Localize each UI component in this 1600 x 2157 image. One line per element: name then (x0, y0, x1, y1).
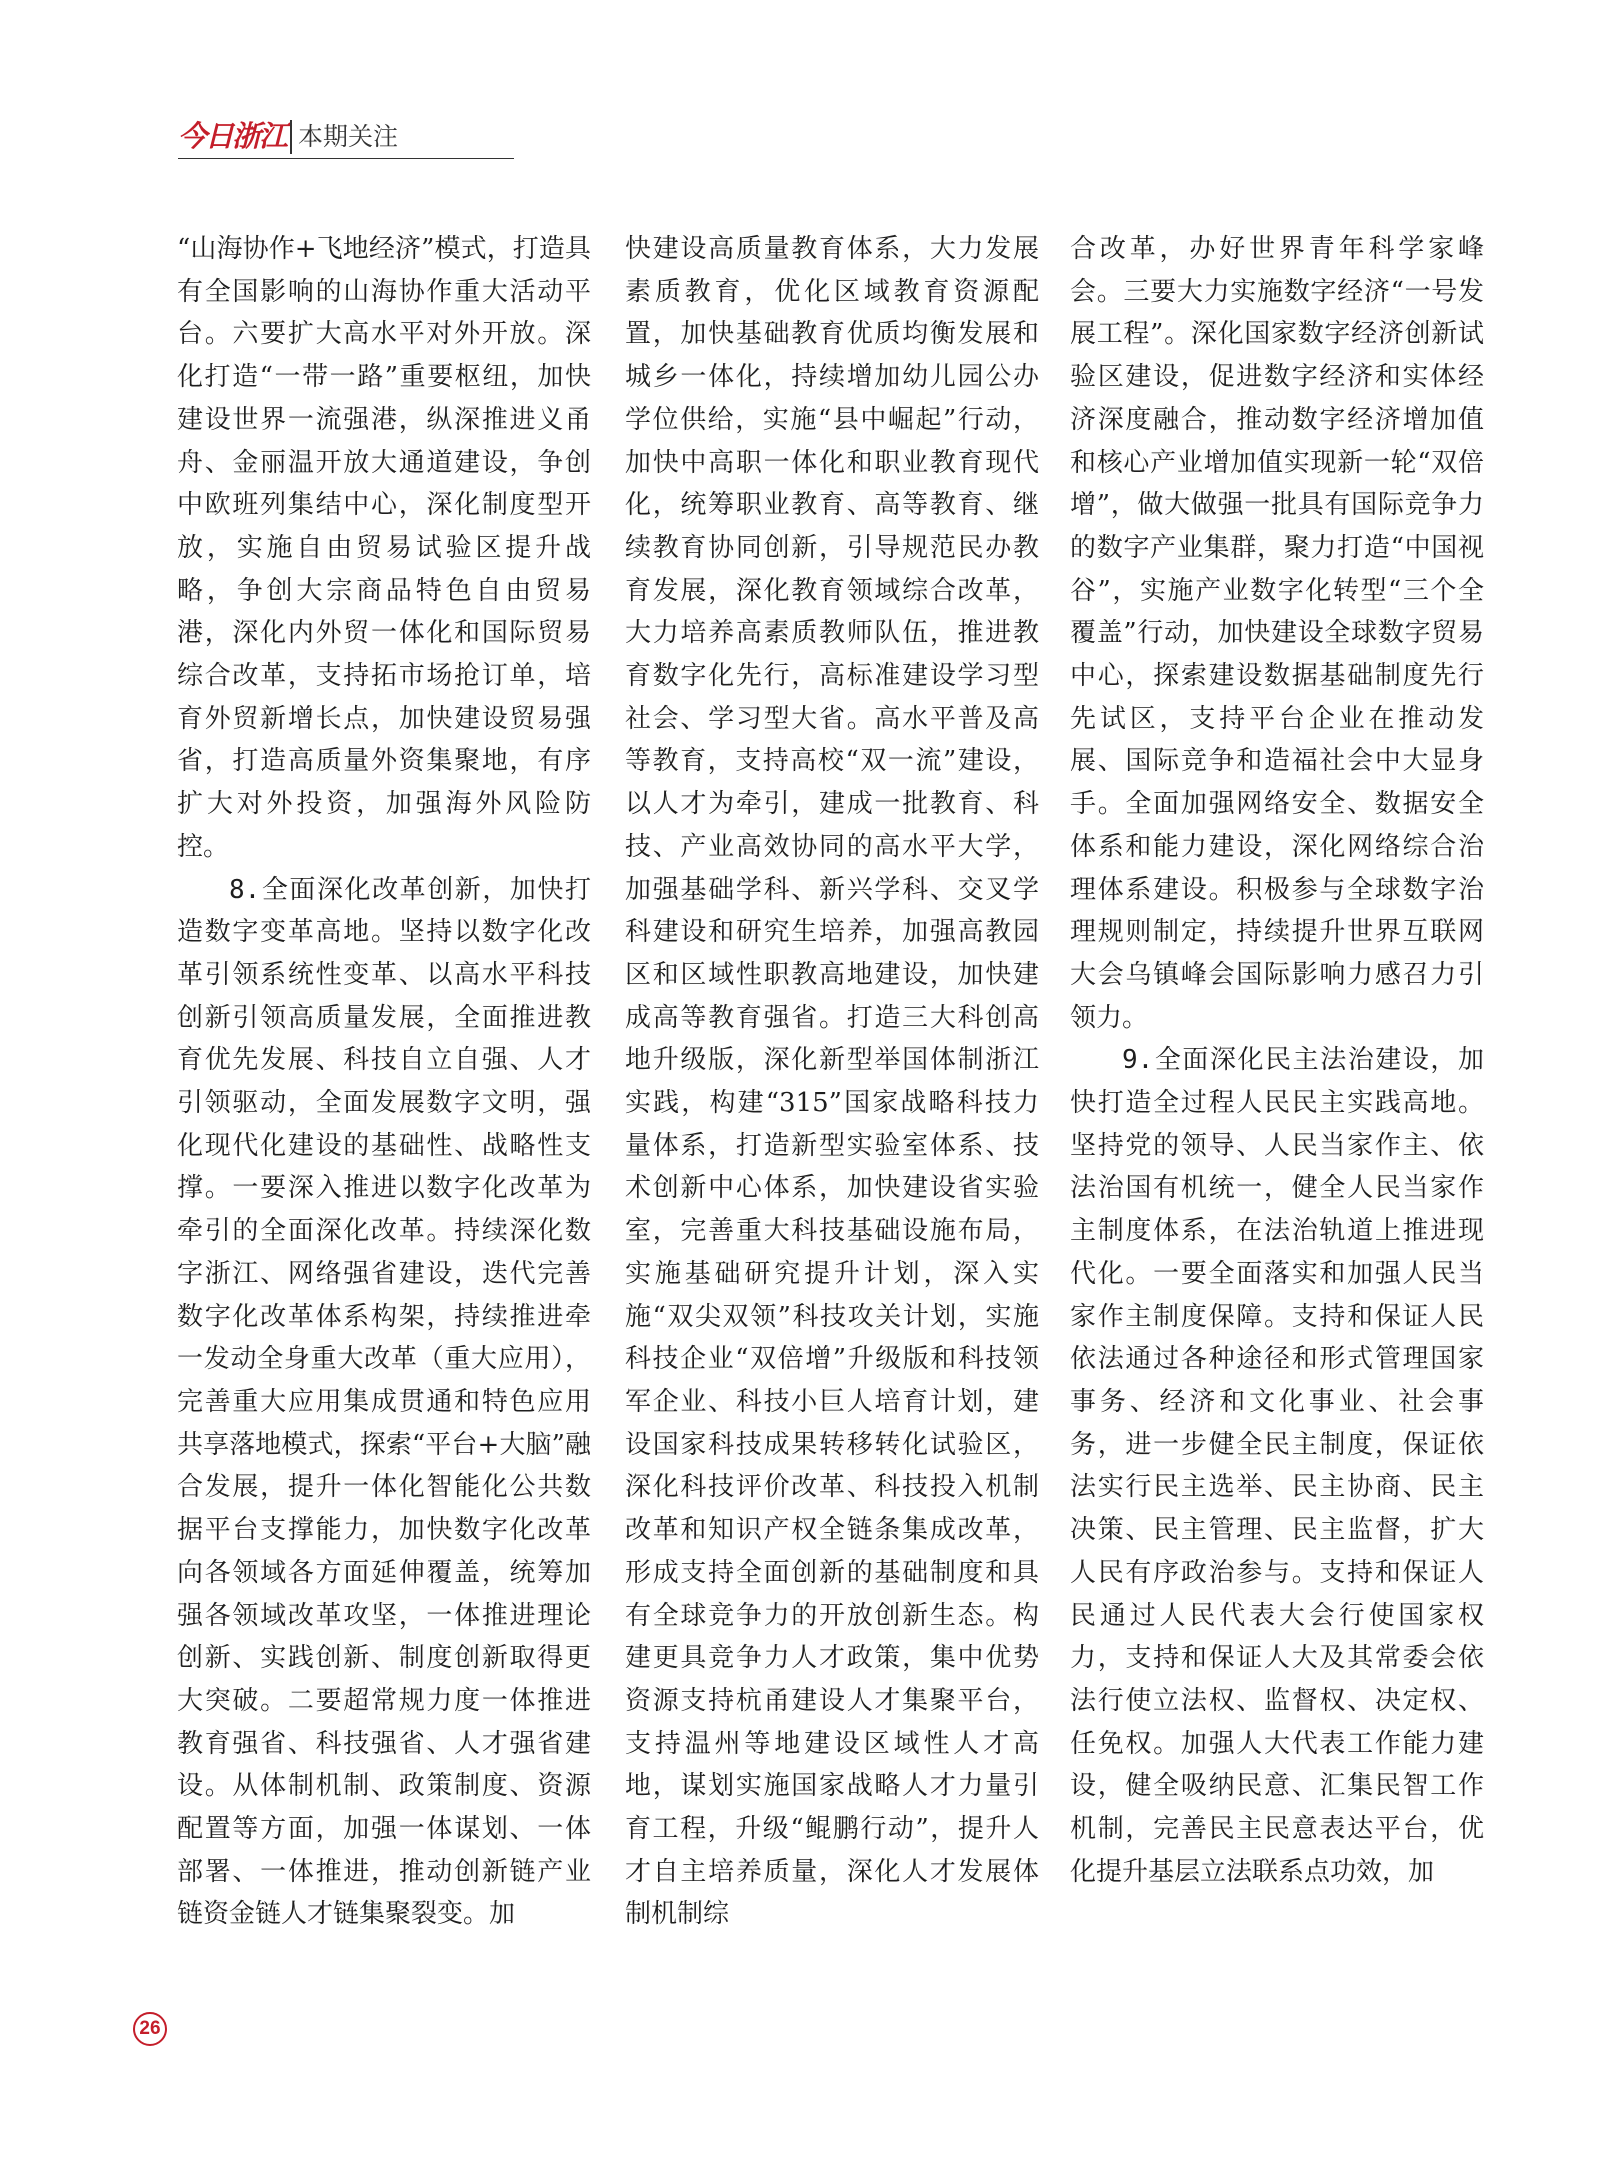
section-heading: 9.全面深化民主法治建设，加快打造全过程人民民主实践高地。 (1070, 1045, 1484, 1119)
page-header (178, 118, 514, 159)
paragraph-text: 坚持以数字化改革引领系统性变革、以高水平科技创新引领高质量发展，全面推进教育优先发展、科技自立自强、人才引领驱动，全面发展数字文明，强化现代化建设的基础性、战略性支撑。一要深入推进以数字化改革为牵引的全面深化改革。持续深化数字浙江、网络强省建设，迭代完善数字化改革体系构架，持续推进牵一发动全身重大改革（重大应用），完善重大应用集成贯通和特色应用共享落地模式，探索“平台+大脑”融合发展，提升一体化智能化公共数据平台支撑能力，加快数字化改革向各领域各方面延伸覆盖，统筹加强各领域改革攻坚，一体推进理论创新、实践创新、制度创新取得更大突破。二要超常规力度一体推进教育强省、科技强省、人才强省建设。从体制机制、政策制度、资源配置等方面，加强一体谋划、一体部署、一体推进，推动创新链产业链资金链人才链集聚裂变。加 (177, 917, 591, 1930)
paragraph-text: 坚持党的领导、人民当家作主、依法治国有机统一，健全人民当家作主制度体系，在法治轨道上推进现代化。一要全面落实和加强人民当家作主制度保障。支持和保证人民依法通过各种途径和形式管理国家事务、经济和文化事业、社会事务，进一步健全民主制度，保证依法实行民主选举、民主协商、民主决策、民主管理、民主监督，扩大人民有序政治参与。支持和保证人民通过人民代表大会行使国家权力，支持和保证人大及其常委会依法行使立法权、监督权、决定权、任免权。加强人大代表工作能力建设，健全吸纳民意、汇集民智工作机制，完善民主民意表达平台，优化提升基层立法联系点功效，加 (1070, 1130, 1484, 1887)
paragraph-text: “山海协作+飞地经济”模式，打造具有全国影响的山海协作重大活动平台。六要扩大高水平对外开放。深化打造“一带一路”重要枢纽，加快建设世界一流强港，纵深推进义甬舟、金丽温开放大通道建设，争创中欧班列集结中心，深化制度型开放，实施自由贸易试验区提升战略，争创大宗商品特色自由贸易港，深化内外贸一体化和国际贸易综合改革，支持拓市场抢订单，培育外贸新增长点，加快建设贸易强省，打造高质量外资集聚地，有序扩大对外投资，加强海外风险防控。 (177, 234, 591, 862)
section-heading: 8.全面深化改革创新，加快打造数字变革高地。 (177, 874, 591, 948)
page-number: 26 (133, 2012, 167, 2046)
header-divider (290, 120, 292, 154)
text-column-2 (625, 228, 1039, 1988)
paragraph (625, 228, 1039, 1936)
paragraph-text: 快建设高质量教育体系，大力发展素质教育，优化区域教育资源配置，加快基础教育优质均衡发展和城乡一体化，持续增加幼儿园公办学位供给，实施“县中崛起”行动，加快中高职一体化和职业教育现代化，统筹职业教育、高等教育、继续教育协同创新，引导规范民办教育发展，深化教育领域综合改革，大力培养高素质教师队伍，推进教育数字化先行，高标准建设学习型社会、学习型大省。高水平普及高等教育，支持高校“双一流”建设，以人才为牵引，建成一批教育、科技、产业高效协同的高水平大学，加强基础学科、新兴学科、交叉学科建设和研究生培养，加强高教园区和区域性职教高地建设，加快建成高等教育强省。打造三大科创高地升级版，深化新型举国体制浙江实践，构建“315”国家战略科技力量体系，打造新型实验室体系、技术创新中心体系，加快建设省实验室，完善重大科技基础设施布局，实施基础研究提升计划，深入实施“双尖双领”科技攻关计划，实施科技企业“双倍增”升级版和科技领军企业、科技小巨人培育计划，建设国家科技成果转移转化试验区，深化科技评价改革、科技投入机制改革和知识产权全链条集成改革，形成支持全面创新的基础制度和具有全球竞争力的开放创新生态。构建更具竞争力人才政策，集中优势资源支持杭甬建设人才集聚平台，支持温州等地建设区域性人才高地，谋划实施国家战略人才力量引育工程，升级“鲲鹏行动”，提升人才自主培养质量，深化人才发展体制机制综 (625, 234, 1039, 1930)
paragraph-text: 合改革，办好世界青年科学家峰会。三要大力实施数字经济“一号发展工程”。深化国家数字经济创新试验区建设，促进数字经济和实体经济深度融合，推动数字经济增加值和核心产业增加值实现新一轮“双倍增”，做大做强一批具有国际竞争力的数字产业集群，聚力打造“中国视谷”，实施产业数字化转型“三个全覆盖”行动，加快建设全球数字贸易中心，探索建设数据基础制度先行先试区，支持平台企业在推动发展、国际竞争和造福社会中大显身手。全面加强网络安全、数据安全体系和能力建设，深化网络综合治理体系建设。积极参与全球数字治理规则制定，持续提升世界互联网大会乌镇峰会国际影响力感召力引领力。 (1070, 234, 1484, 1033)
paragraph (177, 228, 591, 869)
paragraph (1070, 228, 1484, 1039)
paragraph (1070, 1039, 1484, 1893)
magazine-logo: 今日浙江 (178, 119, 287, 153)
paragraph (177, 869, 591, 1937)
section-label: 本期关注 (298, 122, 399, 151)
text-column-3 (1070, 228, 1484, 1988)
text-column-1 (177, 228, 591, 1988)
